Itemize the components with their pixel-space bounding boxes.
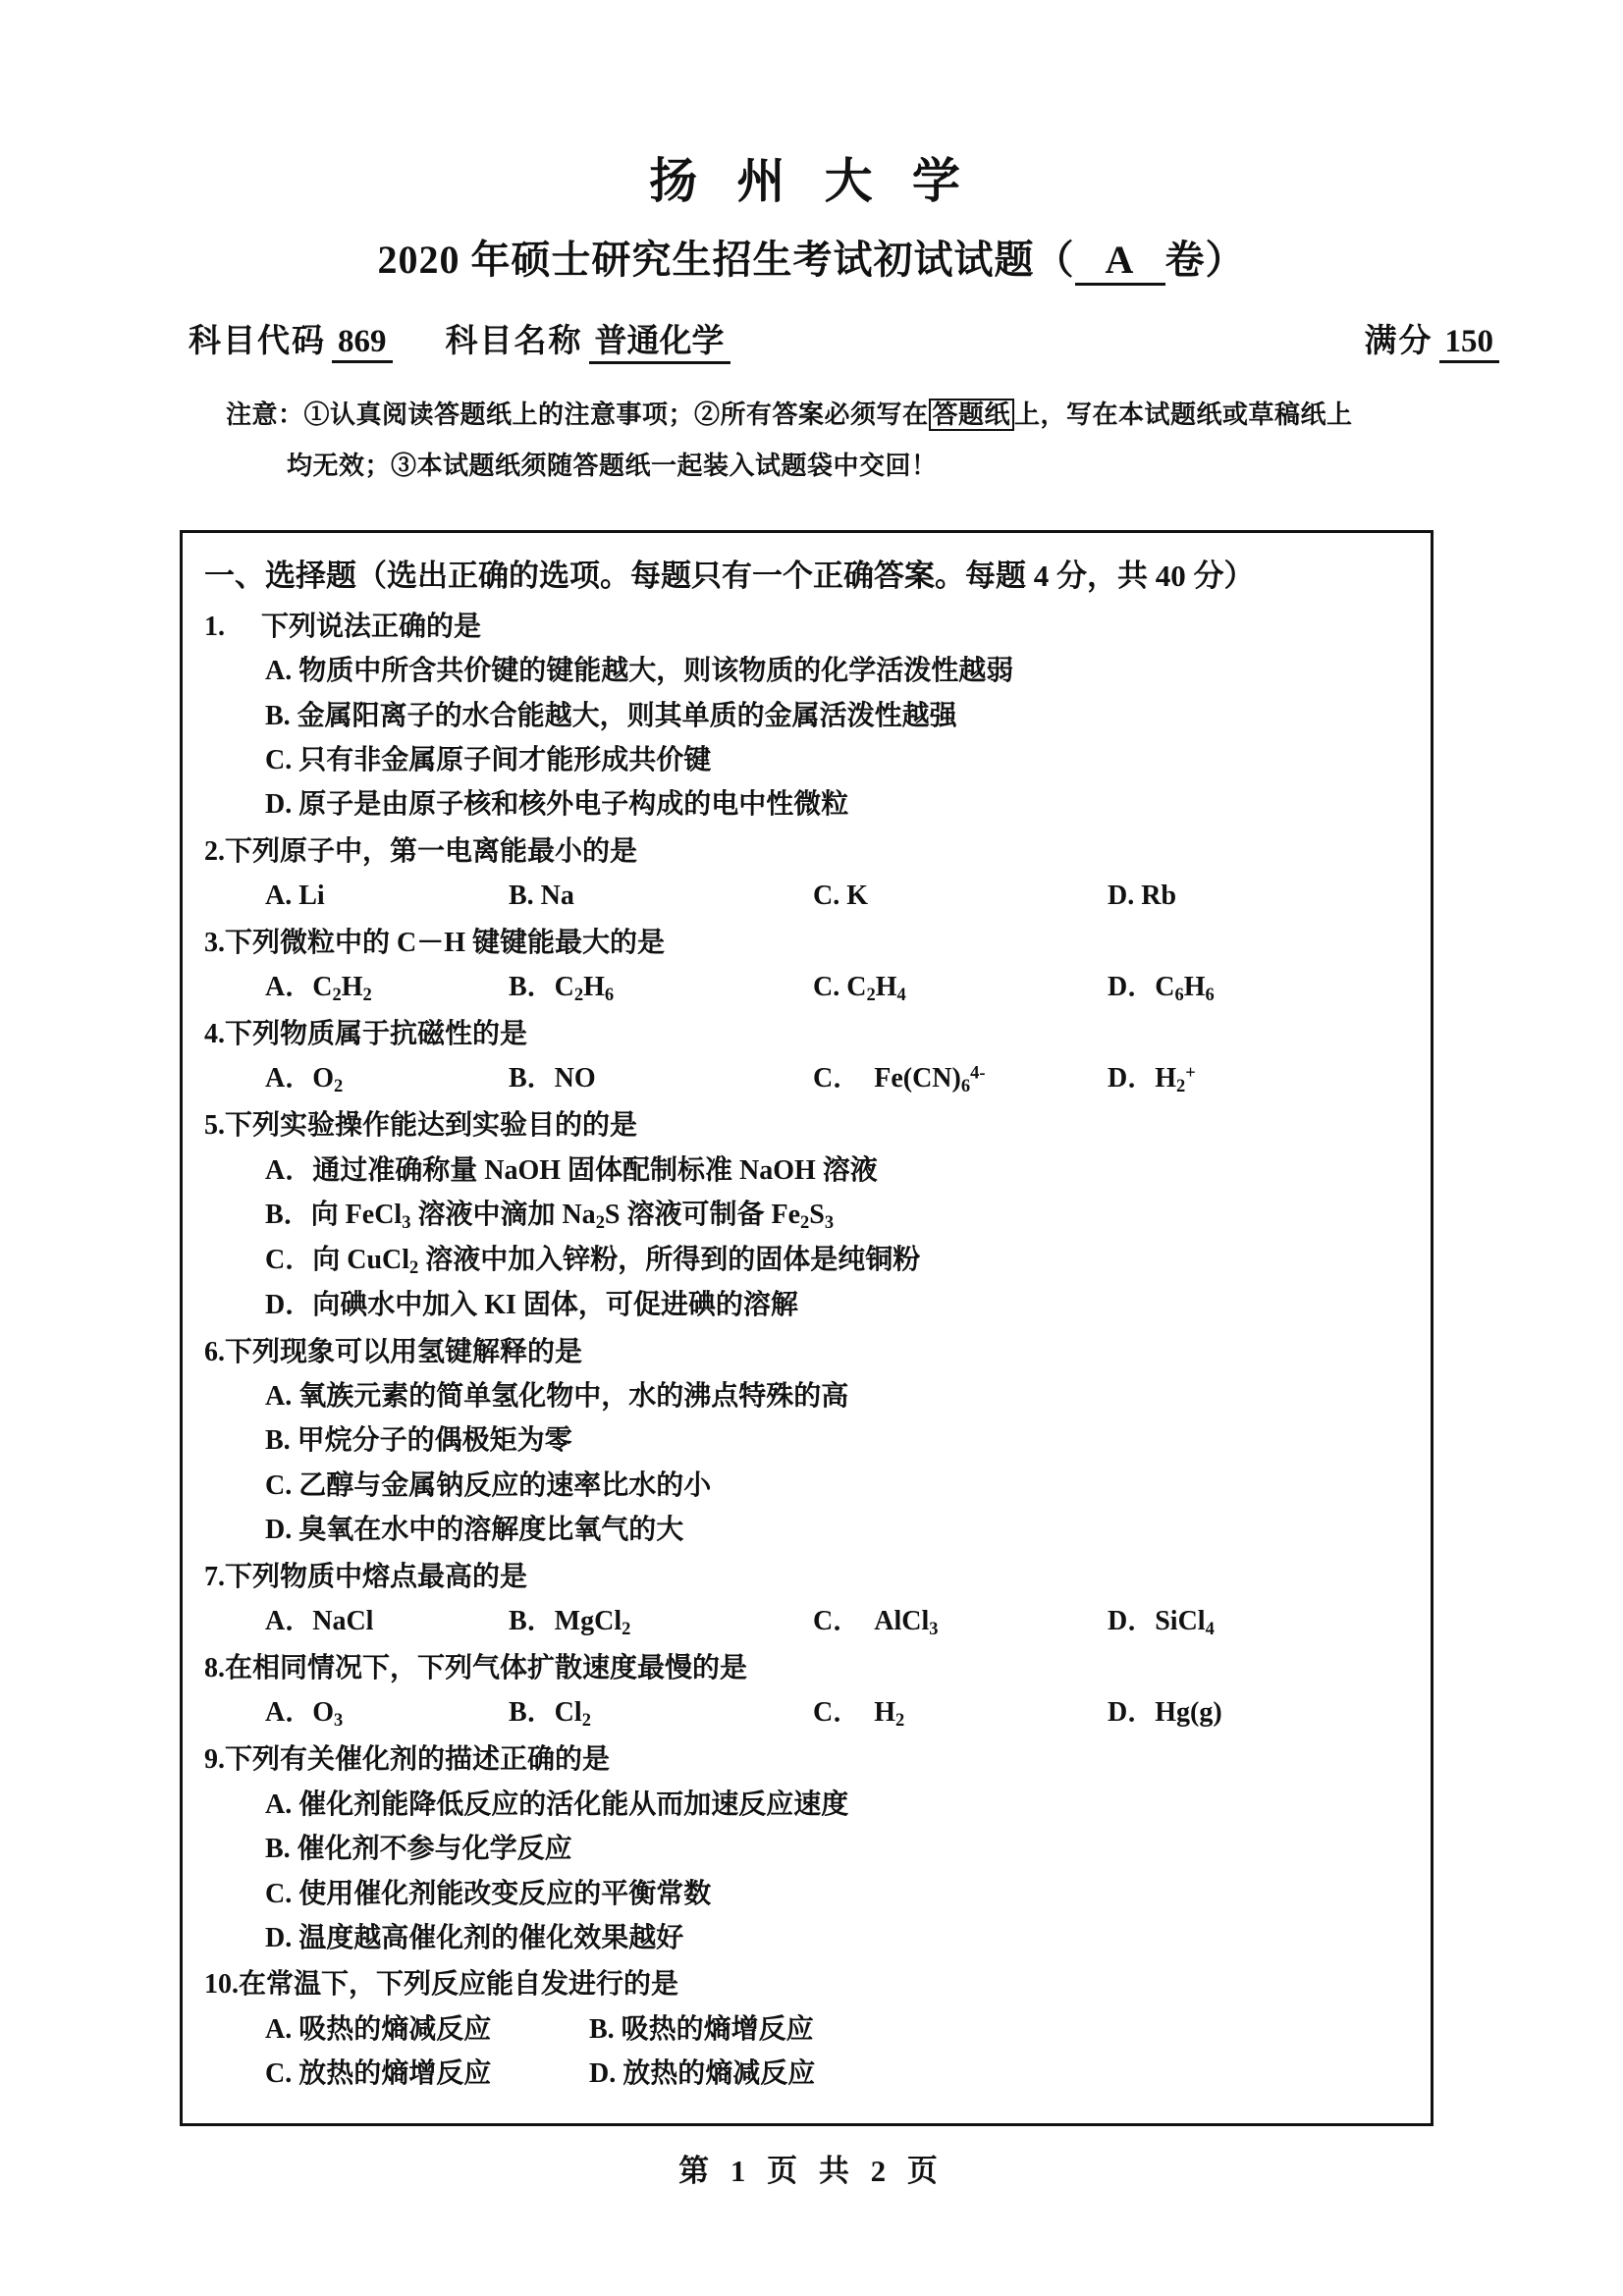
question-item (204, 1330, 1411, 1553)
question-option[interactable]: A．通过准确称量 NaOH 固体配制标准 NaOH 溶液 (265, 1154, 878, 1186)
question-option[interactable]: B．$C_2H_6$ (509, 971, 615, 1005)
question-option[interactable]: D．SiCl$_4$ (1108, 1605, 1215, 1639)
question-option[interactable]: D．Hg(g) (1108, 1697, 1222, 1729)
question-stem-text: 下列现象可以用氢键解释的是 (225, 1336, 583, 1367)
question-stem (204, 1012, 1411, 1056)
question-options-row (204, 1056, 1411, 1101)
question-stem-text: 在常温下，下列反应能自发进行的是 (239, 1969, 679, 2001)
question-option[interactable]: D．向碘水中加入 KI 固体，可促进碘的溶解 (265, 1290, 798, 1321)
question-option[interactable]: D．$H_2^+$ (1108, 1062, 1196, 1096)
question-number: 8. (204, 1653, 225, 1684)
subject-code-value: 869 (332, 324, 393, 363)
question-options-row (204, 965, 1411, 1010)
question-stem (204, 921, 1411, 965)
question-number: 10. (204, 1969, 239, 2001)
notice-line1-part-b: 上，写在本试题纸或草稿纸上 (1014, 400, 1353, 429)
question-options-row (204, 1690, 1411, 1735)
question-stem (204, 829, 1411, 874)
question-item (204, 1012, 1411, 1101)
question-stem-text: 下列微粒中的 C－H 键键能最大的是 (225, 927, 666, 958)
question-option[interactable]: C. 使用催化剂能改变反应的平衡常数 (265, 1878, 712, 1909)
question-stem-text: 下列有关催化剂的描述正确的是 (225, 1744, 611, 1776)
subject-name-label: 科目名称 (445, 323, 583, 359)
question-number: 4. (204, 1018, 225, 1049)
question-option[interactable]: D. 放热的熵减反应 (589, 2058, 816, 2089)
exam-meta-row (0, 315, 1623, 364)
question-option[interactable]: A. Li (265, 881, 325, 912)
question-item (204, 1646, 1411, 1735)
question-option[interactable]: B．$Cl_2$ (509, 1697, 591, 1731)
page-footer: 第 1 页 共 2 页 (678, 2154, 945, 2188)
exam-paper-code: A (1075, 238, 1165, 286)
question-option[interactable]: D．$C_6H_6$ (1108, 971, 1215, 1005)
notice-line2: 均无效；③本试题纸须随答题纸一起装入试题袋中交回！ (287, 451, 938, 480)
question-option[interactable]: C． $H_2$ (813, 1697, 905, 1731)
question-option[interactable]: A. 物质中所含共价键的键能越大，则该物质的化学活泼性越弱 (265, 656, 1014, 687)
question-stem-text: 下列原子中，第一电离能最小的是 (225, 835, 638, 867)
university-title: 扬 州 大 学 (649, 154, 974, 208)
question-item (204, 1103, 1411, 1327)
exam-title (0, 238, 1623, 286)
question-stem-text: 下列实验操作能达到实验目的的是 (225, 1110, 638, 1142)
question-option[interactable]: C. 只有非金属原子间才能形成共价键 (265, 745, 712, 776)
question-number: 2. (204, 835, 225, 867)
subject-code-label: 科目代码 (189, 323, 326, 359)
question-stem (204, 1555, 1411, 1599)
question-stem (204, 605, 1411, 649)
question-option[interactable]: B．向 FeCl$_3$ 溶液中滴加 $Na_2S$ 溶液可制备 $Fe_2S_3$ (265, 1200, 835, 1233)
question-option[interactable]: A. 氧族元素的简单氢化物中，水的沸点特殊的高 (265, 1381, 849, 1413)
question-stem-text: 下列说法正确的是 (261, 612, 482, 642)
question-number: 9. (204, 1744, 225, 1776)
question-option[interactable]: B. 吸热的熵增反应 (589, 2013, 814, 2045)
notice-boxed-answer-sheet: 答题纸 (929, 399, 1015, 431)
question-item (204, 829, 1411, 919)
question-option[interactable]: B．MgCl$_2$ (509, 1605, 631, 1639)
question-option[interactable]: A．$O_3$ (265, 1697, 344, 1731)
question-option[interactable]: B. 金属阳离子的水合能越大，则其单质的金属活泼性越强 (265, 700, 957, 731)
exam-title-suffix: 卷） (1164, 237, 1246, 282)
question-stem (204, 1962, 1411, 2006)
notice-label: 注意： (226, 400, 304, 429)
exam-title-prefix: 2020 年硕士研究生招生考试初试试题（ (377, 237, 1075, 282)
question-item (204, 1555, 1411, 1644)
question-number: 7. (204, 1561, 225, 1592)
question-number: 6. (204, 1336, 225, 1367)
question-option[interactable]: C．向 CuCl$_2$ 溶液中加入锌粉，所得到的固体是纯铜粉 (265, 1245, 921, 1278)
question-item (204, 605, 1411, 828)
questions-list (204, 605, 1411, 2096)
question-options-grid (204, 2007, 1411, 2097)
question-number: 5. (204, 1110, 225, 1142)
section-heading: 一、选择题（选出正确的选项。每题只有一个正确答案。每题 4 分，共 40 分） (204, 559, 1255, 593)
question-option[interactable]: A．$O_2$ (265, 1063, 344, 1096)
question-option[interactable]: C. 放热的熵增反应 (265, 2058, 492, 2089)
question-option[interactable]: C. K (813, 881, 868, 912)
question-stem (204, 1103, 1411, 1148)
question-item (204, 921, 1411, 1010)
question-number: 3. (204, 927, 225, 958)
question-option[interactable]: B．NO (509, 1063, 596, 1095)
question-options-row (204, 874, 1411, 918)
question-stem (204, 1330, 1411, 1374)
question-option[interactable]: A．$C_2H_2$ (265, 971, 372, 1005)
question-option[interactable]: A. 催化剂能降低反应的活化能从而加速反应速度 (265, 1789, 849, 1820)
question-option[interactable]: D. Rb (1108, 881, 1177, 912)
question-stem-text: 下列物质属于抗磁性的是 (225, 1018, 528, 1049)
question-option[interactable]: A．NaCl (265, 1605, 374, 1636)
question-option[interactable]: B. 催化剂不参与化学反应 (265, 1834, 572, 1865)
question-option[interactable]: D. 臭氧在水中的溶解度比氧气的大 (265, 1515, 684, 1546)
question-option[interactable]: C． AlCl$_3$ (813, 1605, 939, 1639)
question-options-row (204, 1599, 1411, 1644)
question-stem (204, 1737, 1411, 1782)
question-option[interactable]: A. 吸热的熵减反应 (265, 2013, 492, 2045)
question-stem-text: 在相同情况下，下列气体扩散速度最慢的是 (225, 1653, 748, 1684)
question-option[interactable]: B. 甲烷分子的偶极矩为零 (265, 1425, 572, 1457)
question-option[interactable]: C. 乙醇与金属钠反应的速率比水的小 (265, 1469, 712, 1501)
notice-block (0, 390, 1623, 492)
notice-line1-part-a: ①认真阅读答题纸上的注意事项；②所有答案必须写在 (303, 400, 929, 429)
question-item (204, 1962, 1411, 2096)
question-option[interactable]: C． $Fe(CN)_6^{4-}$ (813, 1062, 986, 1096)
full-marks-value: 150 (1439, 324, 1500, 363)
question-stem-text: 下列物质中熔点最高的是 (225, 1561, 528, 1592)
question-item (204, 1737, 1411, 1960)
question-number: 1. (204, 612, 225, 642)
question-stem (204, 1646, 1411, 1690)
question-option[interactable]: D. 原子是由原子核和核外电子构成的电中性微粒 (265, 789, 849, 821)
question-box (180, 530, 1434, 2126)
question-option[interactable]: C. $C_2H_4$ (813, 971, 906, 1005)
question-option[interactable]: D. 温度越高催化剂的催化效果越好 (265, 1922, 684, 1953)
full-marks-label: 满分 (1364, 323, 1434, 359)
subject-name-value: 普通化学 (589, 315, 730, 364)
question-option[interactable]: B. Na (509, 881, 574, 912)
